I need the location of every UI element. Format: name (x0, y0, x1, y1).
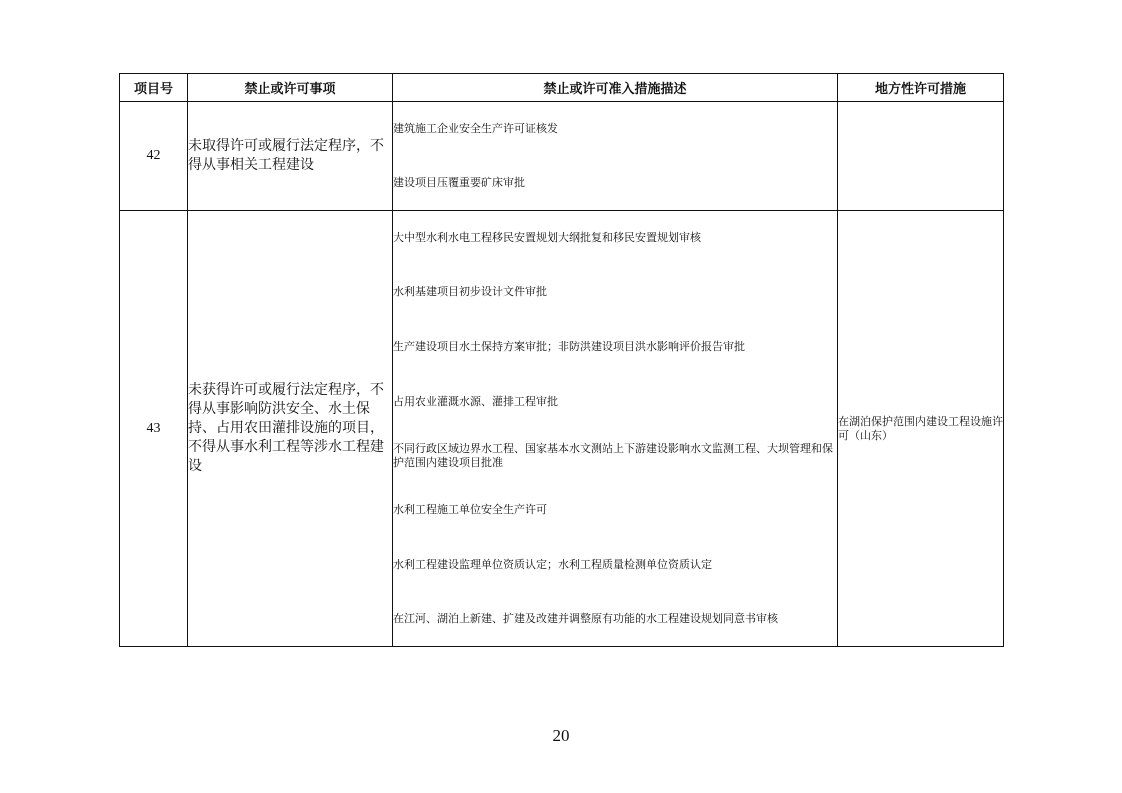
measure-text: 占用农业灌溉水源、灌排工程审批 (393, 394, 558, 408)
measure-text: 水利工程建设监理单位资质认定；水利工程质量检测单位资质认定 (393, 557, 712, 571)
measure-text: 建筑施工企业安全生产许可证核发 (393, 122, 558, 135)
header-local: 地方性许可措施 (838, 74, 1004, 102)
row-item: 未取得许可或履行法定程序，不得从事相关工程建设 (188, 102, 393, 211)
measure-text: 建设项目压覆重要矿床审批 (393, 176, 525, 189)
row-local: 在湖泊保护范围内建设工程设施许可（山东） (838, 211, 1004, 647)
table-header-row (120, 74, 1004, 102)
measure-text: 不同行政区域边界水工程、国家基本水文测站上下游建设影响水文监测工程、大坝管理和保护范围内建设项目批准 (393, 442, 833, 469)
row-number: 42 (120, 102, 188, 211)
measure-text: 水利基建项目初步设计文件审批 (393, 285, 547, 298)
measure-text: 大中型水利水电工程移民安置规划大纲批复和移民安置规划审核 (393, 231, 701, 244)
header-item-number: 项目号 (120, 74, 188, 102)
header-measures: 禁止或许可准入措施描述 (393, 74, 838, 102)
table-row (120, 102, 1004, 211)
header-item: 禁止或许可事项 (188, 74, 393, 102)
row-measures (393, 102, 838, 211)
row-item: 未获得许可或履行法定程序，不得从事影响防洪安全、水土保持、占用农田灌排设施的项目，不得从事水利工程等涉水工程建设 (188, 211, 393, 647)
measure-text: 在江河、湖泊上新建、扩建及改建并调整原有功能的水工程建设规划同意书审核 (393, 612, 778, 625)
row-measures (393, 211, 838, 647)
page-number: 20 (552, 726, 570, 745)
measure-text: 水利工程施工单位安全生产许可 (393, 503, 547, 516)
row-local (838, 102, 1004, 211)
table-row (120, 211, 1004, 647)
row-number: 43 (120, 211, 188, 647)
permit-table (119, 73, 1004, 647)
measure-text: 生产建设项目水土保持方案审批；非防洪建设项目洪水影响评价报告审批 (393, 339, 745, 353)
